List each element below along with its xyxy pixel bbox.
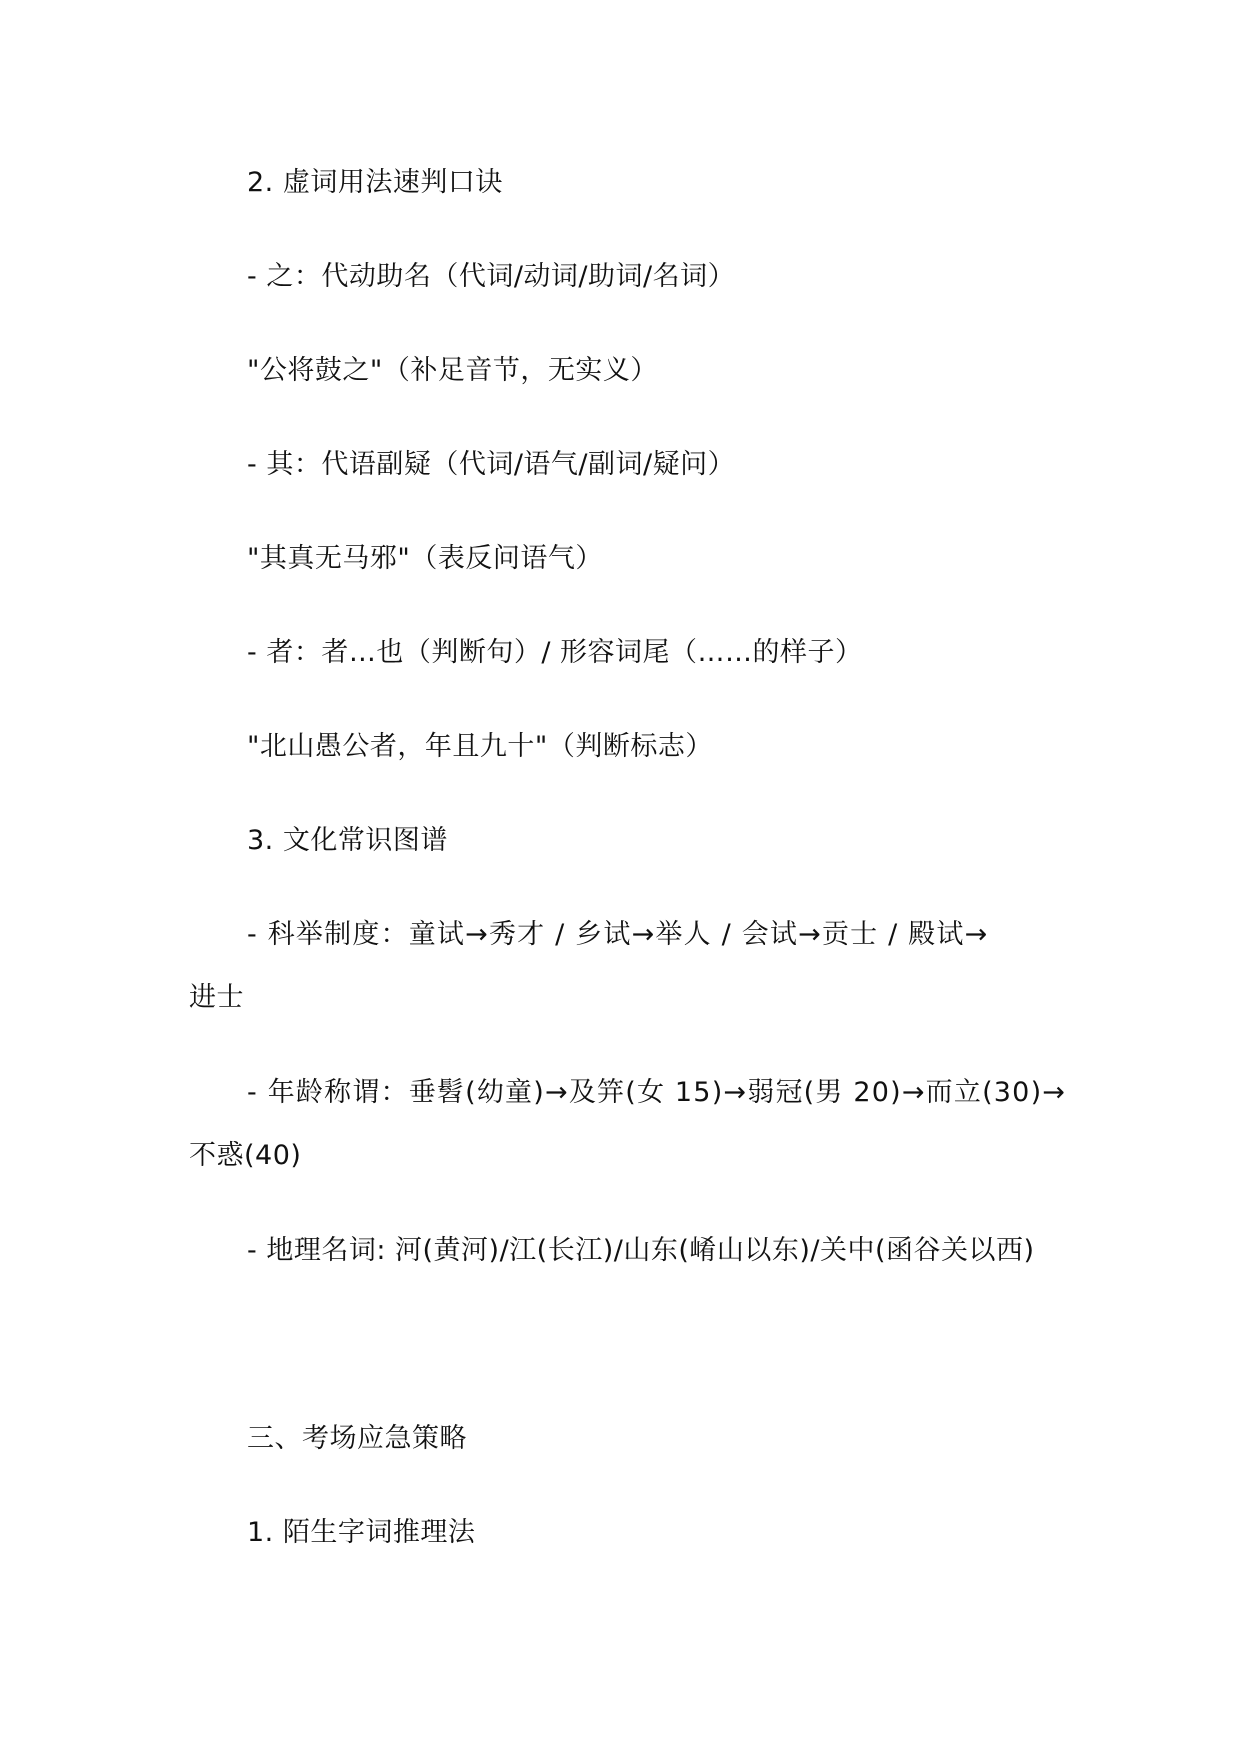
example-zhi: "公将鼓之"（补足音节，无实义）	[247, 355, 658, 386]
subheading-unfamiliar-words: 1. 陌生字词推理法	[247, 1517, 476, 1548]
section-heading-culture: 3. 文化常识图谱	[247, 825, 448, 856]
example-qi: "其真无马邪"（表反问语气）	[247, 543, 603, 574]
section-heading-exam-strategy: 三、考场应急策略	[247, 1423, 467, 1454]
list-item-zhi: - 之：代动助名（代词/动词/助词/名词）	[247, 261, 736, 292]
list-item-age-titles-continued: 不惑(40)	[189, 1140, 302, 1171]
example-zhe: "北山愚公者，年且九十"（判断标志）	[247, 731, 713, 762]
list-item-keju-continued: 进士	[189, 982, 244, 1013]
list-item-keju: - 科举制度：童试→秀才 / 乡试→举人 / 会试→贡士 / 殿试→	[247, 919, 989, 950]
list-item-qi: - 其：代语副疑（代词/语气/副词/疑问）	[247, 449, 736, 480]
list-item-geography: - 地理名词: 河(黄河)/江(长江)/山东(崤山以东)/关中(函谷关以西)	[247, 1235, 1035, 1266]
section-heading-function-words: 2. 虚词用法速判口诀	[247, 167, 503, 198]
list-item-zhe: - 者：者…也（判断句）/ 形容词尾（……的样子）	[247, 637, 863, 668]
list-item-age-titles: - 年龄称谓：垂髫(幼童)→及笄(女 15)→弱冠(男 20)→而立(30)→	[247, 1077, 1067, 1108]
